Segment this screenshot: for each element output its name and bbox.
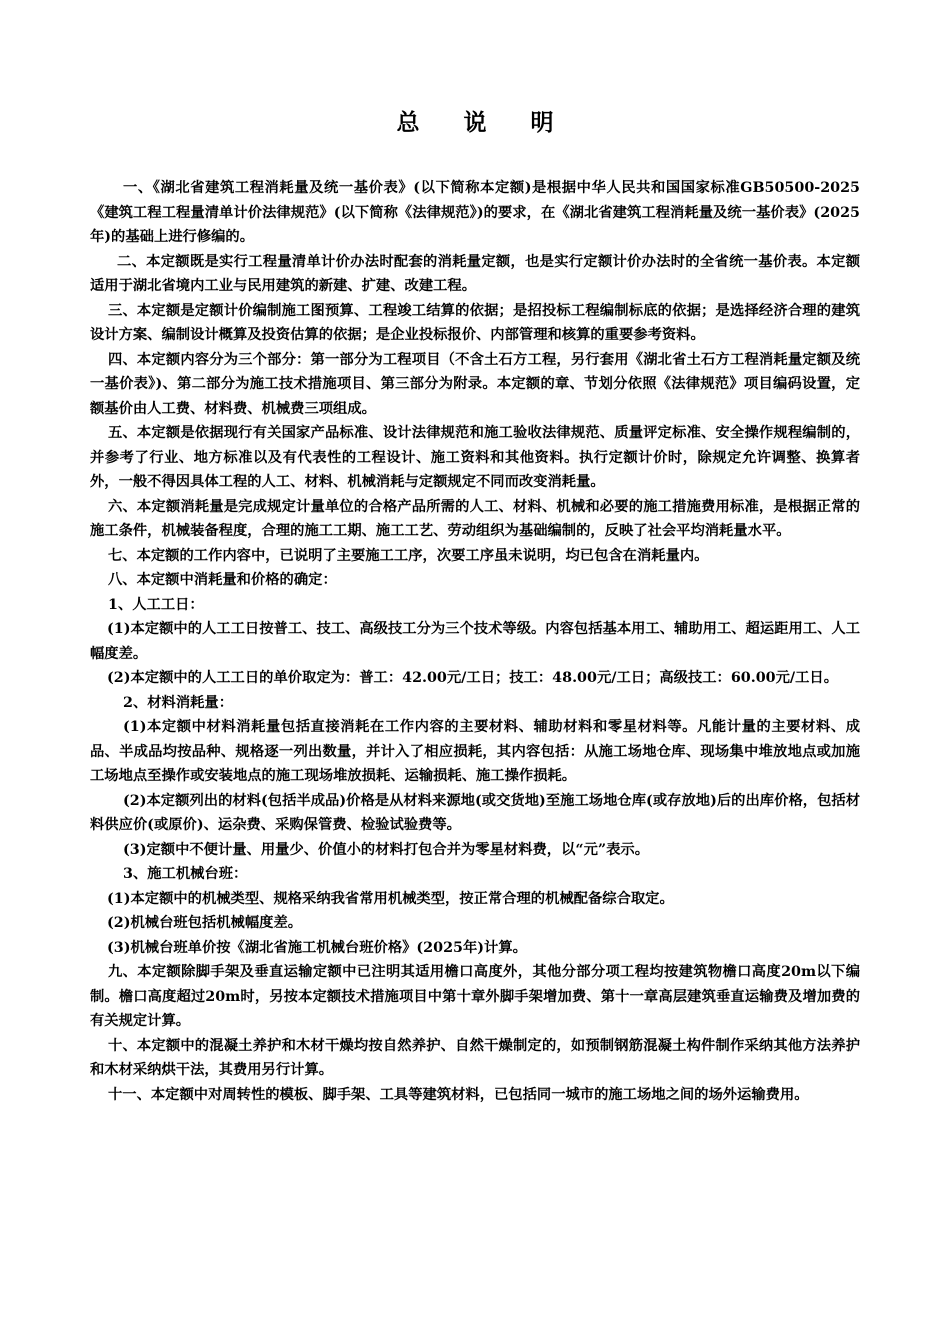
paragraph-labor-2: (2)本定额中的人工工日的单价取定为：普工：42.00元/工日；技工：48.00元/工日；高级技工：60.00元/工日。 <box>107 670 839 686</box>
paragraph-1: 一、《湖北省建筑工程消耗量及统一基价表》(以下简称本定额)是根据中华人民共和国国家标准GB50500-2025《建筑工程工程量清单计价法律规范》(以下简称《法律规范》)的要求，在《湖北省建筑工程消耗量及统一基价表》(2025年)的基础上进行修编的。 <box>90 180 860 245</box>
paragraph-9: 九、本定额除脚手架及垂直运输定额中已注明其适用檐口高度外，其他分部分项工程均按建筑物檐口高度20m以下编制。檐口高度超过20m时，另按本定额技术措施项目中第十章外脚手架增加费、第十一章高层建筑垂直运输费及增加费的有关规定计算。 <box>90 964 860 1029</box>
paragraph-materials-1: (1)本定额中材料消耗量包括直接消耗在工作内容的主要材料、辅助材料和零星材料等。凡能计量的主要材料、成品、半成品均按品种、规格逐一列出数量，并计入了相应损耗，其内容包括：从施工场地仓库、现场集中堆放地点或加施工场地点至操作或安装地点的施工现场堆放损耗、运输损耗、施工操作损耗。 <box>90 719 860 784</box>
paragraph-machinery-3: (3)机械台班单价按《湖北省施工机械台班价格》(2025年)计算。 <box>107 939 527 956</box>
paragraph-machinery-1: (1)本定额中的机械类型、规格采纳我省常用机械类型，按正常合理的机械配备综合取定。 <box>107 890 674 907</box>
paragraph-3: 三、本定额是定额计价编制施工图预算、工程竣工结算的依据；是招投标工程编制标底的依据；是选择经济合理的建筑设计方案、编制设计概算及投资估算的依据；是企业投标报价、内部管理和核算的重要参考资料。 <box>90 302 860 343</box>
paragraph-7: 七、本定额的工作内容中，已说明了主要施工工序，次要工序虽未说明，均已包含在消耗量内。 <box>108 547 709 564</box>
subsection-labor: 1、人工工日： <box>108 596 204 613</box>
paragraph-materials-3: (3)定额中不便计量、用量少、价值小的材料打包合并为零星材料费，以“元”表示。 <box>123 841 650 858</box>
paragraph-11: 十一、本定额中对周转性的模板、脚手架、工具等建筑材料，已包括同一城市的施工场地之间的场外运输费用。 <box>108 1086 809 1103</box>
paragraph-machinery-2: (2)机械台班包括机械幅度差。 <box>107 915 303 931</box>
paragraph-8: 八、本定额中消耗量和价格的确定： <box>108 572 337 588</box>
paragraph-4: 四、本定额内容分为三个部分：第一部分为工程项目（不含土石方工程，另行套用《湖北省土石方工程消耗量定额及统一基价表》)、第二部分为施工技术措施项目、第三部分为附录。本定额的章、节划分依照《法律规范》项目编码设置，定额基价由人工费、材料费、机械费三项组成。 <box>90 351 860 417</box>
page-title: 总 说 明 <box>396 109 572 136</box>
document-page <box>90 108 860 1107</box>
paragraph-10: 十、本定额中的混凝土养护和木材干燥均按自然养护、自然干燥制定的，如预制钢筋混凝土构件制作采纳其他方法养护和木材采纳烘干法，其费用另行计算。 <box>90 1037 860 1078</box>
paragraph-labor-1: (1)本定额中的人工工日按普工、技工、高级技工分为三个技术等级。内容包括基本用工、辅助用工、超运距用工、人工幅度差。 <box>90 621 860 662</box>
paragraph-2: 二、本定额既是实行工程量清单计价办法时配套的消耗量定额，也是实行定额计价办法时的全省统一基价表。本定额适用于湖北省境内工业与民用建筑的新建、扩建、改建工程。 <box>90 253 860 294</box>
paragraph-5: 五、本定额是依据现行有关国家产品标准、设计法律规范和施工验收法律规范、质量评定标准、安全操作规程编制的，并参考了行业、地方标准以及有代表性的工程设计、施工资料和其他资料。执行定额计价时，除规定允许调整、换算者外，一般不得因具体工程的人工、材料、机械消耗与定额规定不同而改变消耗量。 <box>90 425 860 490</box>
paragraph-materials-2: (2)本定额列出的材料(包括半成品)价格是从材料来源地(或交货地)至施工场地仓库(或存放地)后的出库价格，包括材料供应价(或原价)、运杂费、采购保管费、检验试验费等。 <box>90 792 860 833</box>
subsection-machinery: 3、施工机械台班： <box>123 866 248 882</box>
paragraph-6: 六、本定额消耗量是完成规定计量单位的合格产品所需的人工、材料、机械和必要的施工措施费用标准，是根据正常的施工条件，机械装备程度，合理的施工工期、施工工艺、劳动组织为基础编制的，反映了社会平均消耗量水平。 <box>90 498 860 539</box>
subsection-materials: 2、材料消耗量： <box>123 694 234 711</box>
